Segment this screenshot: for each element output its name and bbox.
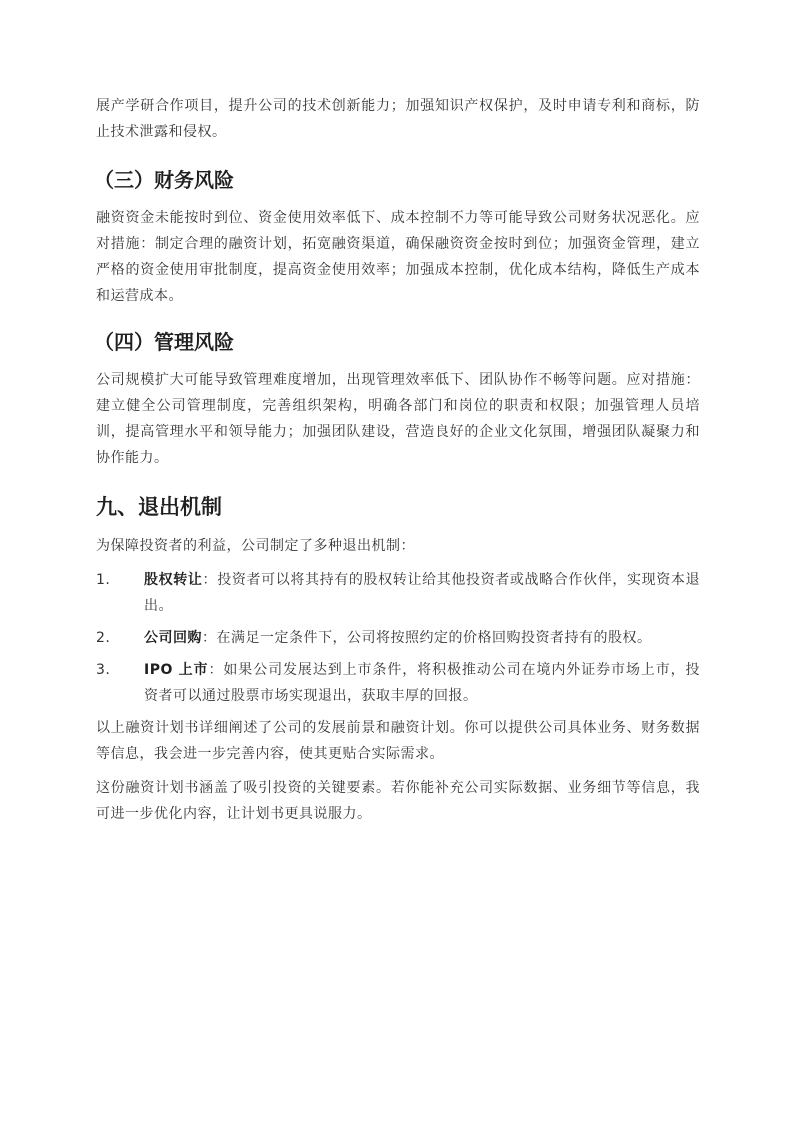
management-risk-body: 公司规模扩大可能导致管理难度增加，出现管理效率低下、团队协作不畅等问题。应对措施：建立健全公司管理制度，完善组织架构，明确各部门和岗位的职责和权限；加强管理人员培训，提高管理水平和领导能力；加强团队建设，营造良好的企业文化氛围，增强团队凝聚力和协作能力。 xyxy=(96,372,700,466)
list-item xyxy=(96,567,700,619)
financial-risk-body: 融资资金未能按时到位、资金使用效率低下、成本控制不力等可能导致公司财务状况恶化。应对措施：制定合理的融资计划，拓宽融资渠道，确保融资资金按时到位；加强资金管理，建立严格的资金使用审批制度，提高资金使用效率；加强成本控制，优化成本结构，降低生产成本和运营成本。 xyxy=(96,210,700,304)
list-item xyxy=(96,625,700,651)
exit-mechanism-heading: 九、退出机制 xyxy=(96,495,222,519)
list-number: 3. xyxy=(96,662,111,678)
list-term: IPO 上市 xyxy=(144,662,209,678)
list-number: 1. xyxy=(96,572,111,588)
closing-paragraph-1: 以上融资计划书详细阐述了公司的发展前景和融资计划。你可以提供公司具体业务、财务数据等信息，我会进一步完善内容，使其更贴合实际需求。 xyxy=(96,720,700,762)
continued-paragraph: 展产学研合作项目，提升公司的技术创新能力；加强知识产权保护，及时申请专利和商标，防止技术泄露和侵权。 xyxy=(96,98,700,140)
list-separator: ： xyxy=(202,630,217,646)
exit-list xyxy=(96,567,700,709)
document-page xyxy=(96,93,700,827)
list-term: 公司回购 xyxy=(144,630,202,646)
financial-risk-heading: （三）财务风险 xyxy=(94,168,234,192)
exit-intro: 为保障投资者的利益，公司制定了多种退出机制： xyxy=(96,538,415,554)
list-number: 2. xyxy=(96,630,111,646)
list-text: 在满足一定条件下，公司将按照约定的价格回购投资者持有的股权。 xyxy=(216,630,652,646)
list-text: 投资者可以将其持有的股权转让给其他投资者或战略合作伙伴，实现资本退出。 xyxy=(144,572,701,614)
list-term: 股权转让 xyxy=(144,572,203,588)
list-text: 如果公司发展达到上市条件，将积极推动公司在境内外证券市场上市，投资者可以通过股票市场实现退出，获取丰厚的回报。 xyxy=(144,662,701,704)
closing-paragraph-2: 这份融资计划书涵盖了吸引投资的关键要素。若你能补充公司实际数据、业务细节等信息，我可进一步优化内容，让计划书更具说服力。 xyxy=(96,780,700,822)
management-risk-heading: （四）管理风险 xyxy=(94,330,234,354)
list-separator: ： xyxy=(202,572,218,588)
list-separator: ： xyxy=(208,662,224,678)
list-item xyxy=(96,657,700,709)
